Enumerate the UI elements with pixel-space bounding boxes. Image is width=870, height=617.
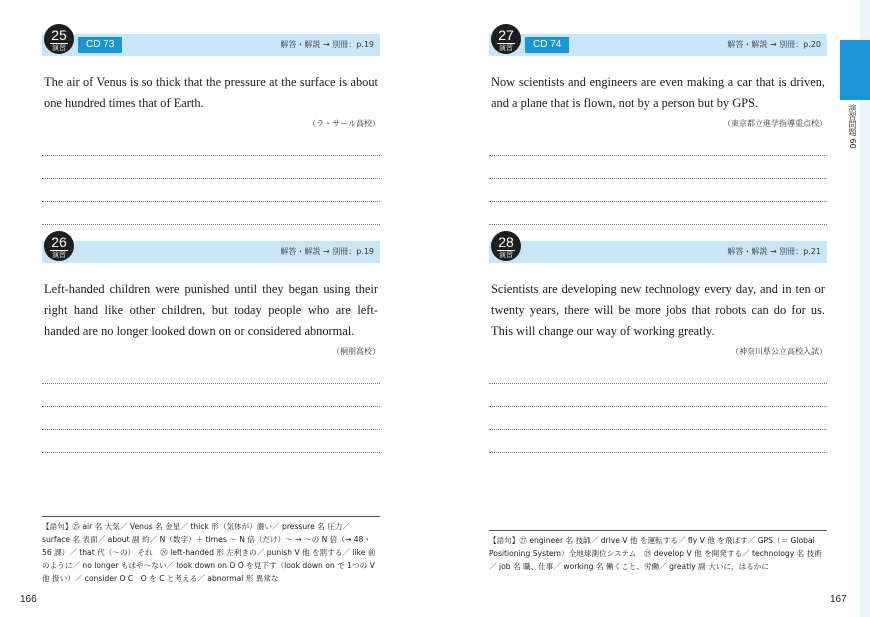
writing-line <box>42 407 380 430</box>
answer-reference: 解答・解説 → 別冊：p.19 <box>280 40 374 49</box>
exercise-header <box>489 27 827 56</box>
exercise-sentence: Now scientists and engineers are even making a car that is driven, and a plane that is flown, not by a person but by GPS. <box>491 75 825 110</box>
exercise-number: 26 <box>51 234 67 250</box>
cd-track-label: CD 74 <box>525 37 569 53</box>
exercise-27 <box>489 27 827 225</box>
writing-line <box>42 384 380 407</box>
writing-line <box>489 133 827 156</box>
writing-line <box>489 202 827 225</box>
writing-line <box>42 156 380 179</box>
exercise-header <box>42 27 380 56</box>
answer-reference: 解答・解説 → 別冊：p.19 <box>280 247 374 256</box>
exercise-sentence: Scientists are developing new technology every day, and in ten or twenty years, there will be more jobs that robots can do for us. This will change our way of working greatly. <box>491 282 825 338</box>
exercise-kind: 演習 <box>499 44 513 52</box>
writing-line <box>489 430 827 453</box>
writing-line <box>42 179 380 202</box>
exercise-26 <box>42 234 380 453</box>
answer-writing-lines <box>489 361 827 453</box>
exercise-number: 27 <box>498 27 514 43</box>
vocab-box-right <box>489 534 827 573</box>
exercise-28 <box>489 234 827 453</box>
exercise-number-badge <box>44 24 74 54</box>
exercise-number-badge <box>491 231 521 261</box>
writing-line <box>489 156 827 179</box>
page-number-left: 166 <box>20 594 37 605</box>
answer-reference: 解答・解説 → 別冊：p.20 <box>727 40 821 49</box>
writing-line <box>489 361 827 384</box>
exercise-sentence: Left-handed children were punished until they began using their right hand like other children, but today people who are left-handed are no longer looked down on or considered abnormal. <box>44 282 378 338</box>
writing-line <box>489 179 827 202</box>
vocab-text: 【語句】㉕ air 名 大気／ Venus 名 金星／ thick 形（気体が）濃い／ pressure 名 圧力／ surface 名 表面／ about 副 約／ N（数字）＋ times ～ N 倍（だけ）～ → ～の N 倍（→ 48・56 課）／ that 代（～の） それ ㉖ left-handed 形 左利きの／ punish V 他 を罰する／ like 前 のように／ no longer もはや～ない／ look down on O O を見下す（look down on で 1つの V 他 扱い）／ consider O C O を C と考える／ abnormal 形 異常な <box>42 522 376 583</box>
exercise-source: （東京都立進学指導重点校） <box>723 119 827 128</box>
cd-track-label: CD 73 <box>78 37 122 53</box>
exercise-source: （ラ・サール高校） <box>308 119 380 128</box>
answer-writing-lines <box>489 133 827 225</box>
chapter-tab-label: 演習問題 60 <box>848 104 857 149</box>
exercise-kind: 演習 <box>52 251 66 259</box>
exercise-header <box>489 234 827 263</box>
exercise-number: 28 <box>498 234 514 250</box>
writing-line <box>42 430 380 453</box>
exercise-source: （神奈川県公立高校入試） <box>731 347 827 356</box>
vocab-divider <box>489 530 827 531</box>
exercise-number: 25 <box>51 27 67 43</box>
exercise-number-badge <box>44 231 74 261</box>
writing-line <box>489 384 827 407</box>
writing-line <box>42 361 380 384</box>
exercise-kind: 演習 <box>52 44 66 52</box>
exercise-number-badge <box>491 24 521 54</box>
writing-line <box>42 202 380 225</box>
exercise-25 <box>42 27 380 225</box>
writing-line <box>489 407 827 430</box>
vocab-text: 【語句】㉗ engineer 名 技師／ drive V 他 を運転する／ fly V 他 を飛ばす／ GPS（＝ Global Positioning System）全地球測位システム ㉘ develop V 他 を開発する／ technology 名 技術／ job 名 職、仕事／ working 名 働くこと、労働／ greatly 副 大いに、はるかに <box>489 536 822 571</box>
exercise-sentence: The air of Venus is so thick that the pressure at the surface is about one hundred times that of Earth. <box>44 75 378 110</box>
exercise-header <box>42 234 380 263</box>
writing-line <box>42 133 380 156</box>
exercise-source: （桐朋高校） <box>332 347 380 356</box>
vocab-box-left <box>42 520 380 585</box>
page-number-right: 167 <box>830 594 847 605</box>
answer-writing-lines <box>42 361 380 453</box>
answer-reference: 解答・解説 → 別冊：p.21 <box>727 247 821 256</box>
chapter-tab <box>840 40 870 100</box>
answer-writing-lines <box>42 133 380 225</box>
vocab-divider <box>42 516 380 517</box>
exercise-kind: 演習 <box>499 251 513 259</box>
